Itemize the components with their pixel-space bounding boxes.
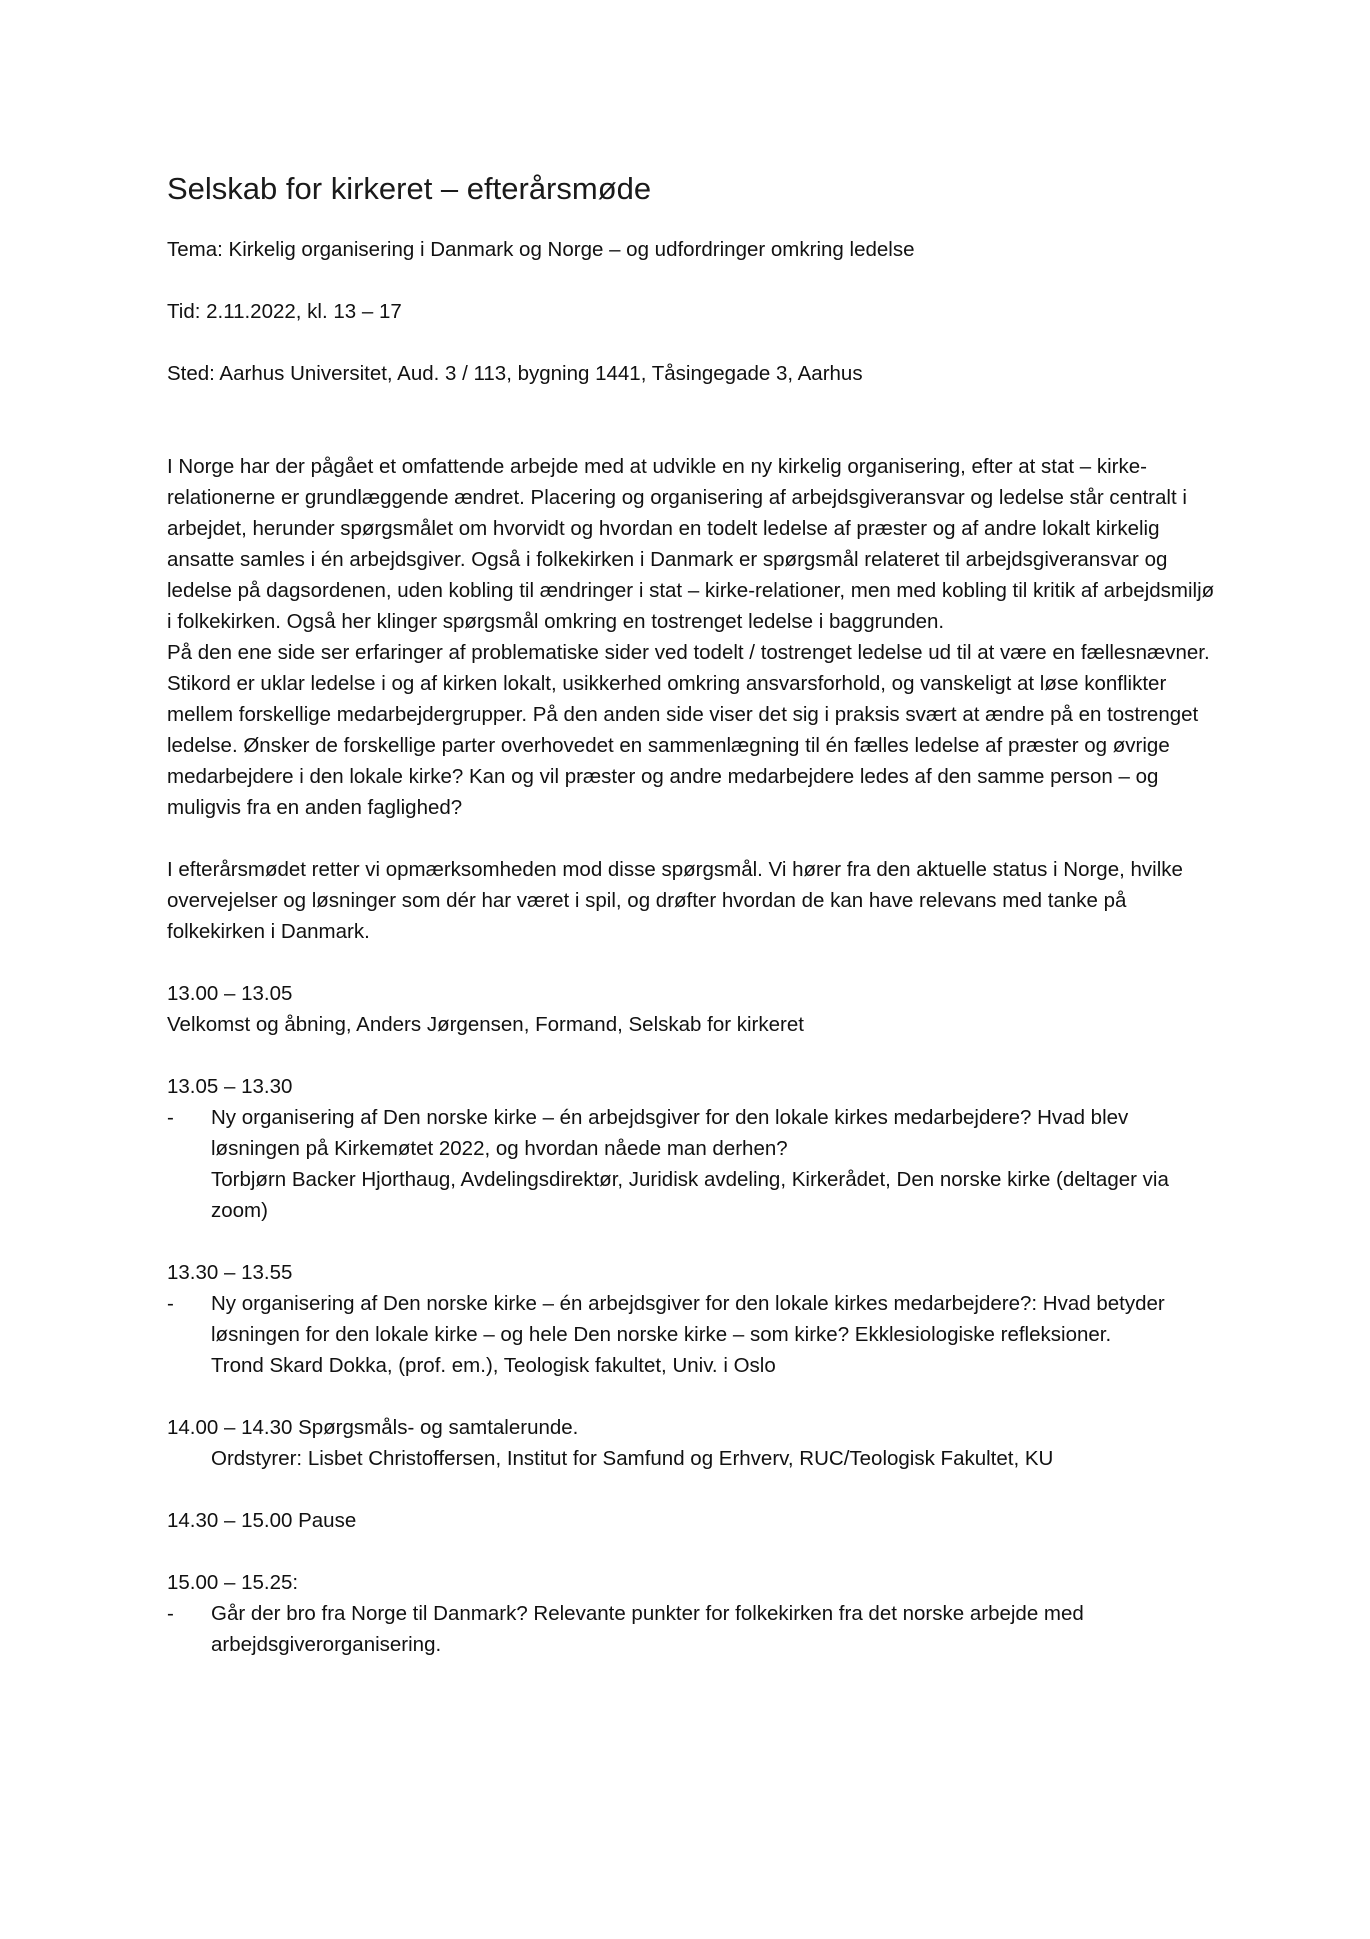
location-line: Sted: Aarhus Universitet, Aud. 3 / 113, bygning 1441, Tåsingegade 3, Aarhus [167,362,863,385]
program-session-3 [167,1257,1217,1381]
spacer [167,1040,1217,1071]
session-description: Går der bro fra Norge til Danmark? Relevante punkter for folkekirken fra det norske arbejde med arbejdsgiverorganisering. [211,1602,1084,1656]
intro-paragraph-3: I efterårsmødet retter vi opmærksomheden mod disse spørgsmål. Vi hører fra den aktuelle status i Norge, hvilke overvejelser og løsninger som dér har været i spil, og drøfter hvordan de kan have relevans med tanke på folkekirken i Danmark. [167,858,1183,943]
session-time: 13.30 – 13.55 [167,1261,293,1284]
bullet-marker: - [167,1602,174,1625]
document-body [167,168,1217,1660]
session-description: Velkomst og åbning, Anders Jørgensen, Formand, Selskab for kirkeret [167,1013,804,1036]
program-session-2 [167,1071,1217,1226]
session-speaker: Trond Skard Dokka, (prof. em.), Teologisk fakultet, Univ. i Oslo [211,1354,776,1377]
intro-paragraph-1: I Norge har der pågået et omfattende arbejde med at udvikle en ny kirkelig organisering, efter at stat – kirke-relationerne er grundlæggende ændret. Placering og organisering af arbejdsgiveransvar og ledelse står centralt i arbejdet, herunder spørgsmålet om hvorvidt og hvordan en todelt ledelse af præster og af andre lokalt kirkelig ansatte samles i én arbejdsgiver. Også i folkekirken i Danmark er spørgsmål relateret til arbejdsgiveransvar og ledelse på dagsordenen, uden kobling til ændringer i stat – kirke-relationer, men med kobling til kritik af arbejdsmiljø i folkekirken. Også her klinger spørgsmål omkring en tostrenget ledelse i baggrunden. [167,455,1215,633]
program-session-5 [167,1505,1217,1536]
session-moderator: Ordstyrer: Lisbet Christoffersen, Institut for Samfund og Erhverv, RUC/Teologisk Fakultet, KU [211,1447,1054,1470]
session-speaker: Torbjørn Backer Hjorthaug, Avdelingsdirektør, Juridisk avdeling, Kirkerådet, Den norske kirke (deltager via zoom) [211,1168,1169,1222]
spacer [167,1536,1217,1567]
list-item [167,1102,1217,1164]
program-session-4 [167,1412,1217,1474]
intro-paragraph-2: På den ene side ser erfaringer af problematiske sider ved todelt / tostrenget ledelse ud til at være en fællesnævner. Stikord er uklar ledelse i og af kirken lokalt, usikkerhed omkring ansvarsforhold, og vanskeligt at løse konflikter mellem forskellige medarbejdergrupper. På den anden side viser det sig i praksis svært at ændre på en tostrenget ledelse. Ønsker de forskellige parter overhovedet en sammenlægning til én fælles ledelse af præster og øvrige medarbejdere i den lokale kirke? Kan og vil præster og andre medarbejdere ledes af den samme person – og muligvis fra en anden faglighed? [167,641,1210,819]
bullet-marker: - [167,1106,174,1129]
session-time: 13.05 – 13.30 [167,1075,293,1098]
spacer [167,1474,1217,1505]
program-session-1 [167,978,1217,1040]
list-item [167,1598,1217,1660]
spacer [167,947,1217,978]
spacer [167,1226,1217,1257]
document-title: Selskab for kirkeret – efterårsmøde [167,171,652,206]
session-description: Ny organisering af Den norske kirke – én arbejdsgiver for den lokale kirkes medarbejdere? Hvad blev løsningen på Kirkemøtet 2022, og hvordan nåede man derhen? [211,1106,1129,1160]
time-line: Tid: 2.11.2022, kl. 13 – 17 [167,300,402,323]
spacer [167,1381,1217,1412]
session-description: 14.30 – 15.00 Pause [167,1509,357,1532]
bullet-marker: - [167,1292,174,1315]
spacer [167,823,1217,854]
session-description: 14.00 – 14.30 Spørgsmåls- og samtalerunde. [167,1416,579,1439]
session-time: 13.00 – 13.05 [167,982,293,1005]
session-time: 15.00 – 15.25: [167,1571,299,1594]
theme-line: Tema: Kirkelig organisering i Danmark og Norge – og udfordringer omkring ledelse [167,238,915,261]
program-session-6 [167,1567,1217,1660]
session-description: Ny organisering af Den norske kirke – én arbejdsgiver for den lokale kirkes medarbejdere?: Hvad betyder løsningen for den lokale kirke – og hele Den norske kirke – som kirke? Ekklesiologiske refleksioner. [211,1292,1165,1346]
list-item [167,1288,1217,1350]
